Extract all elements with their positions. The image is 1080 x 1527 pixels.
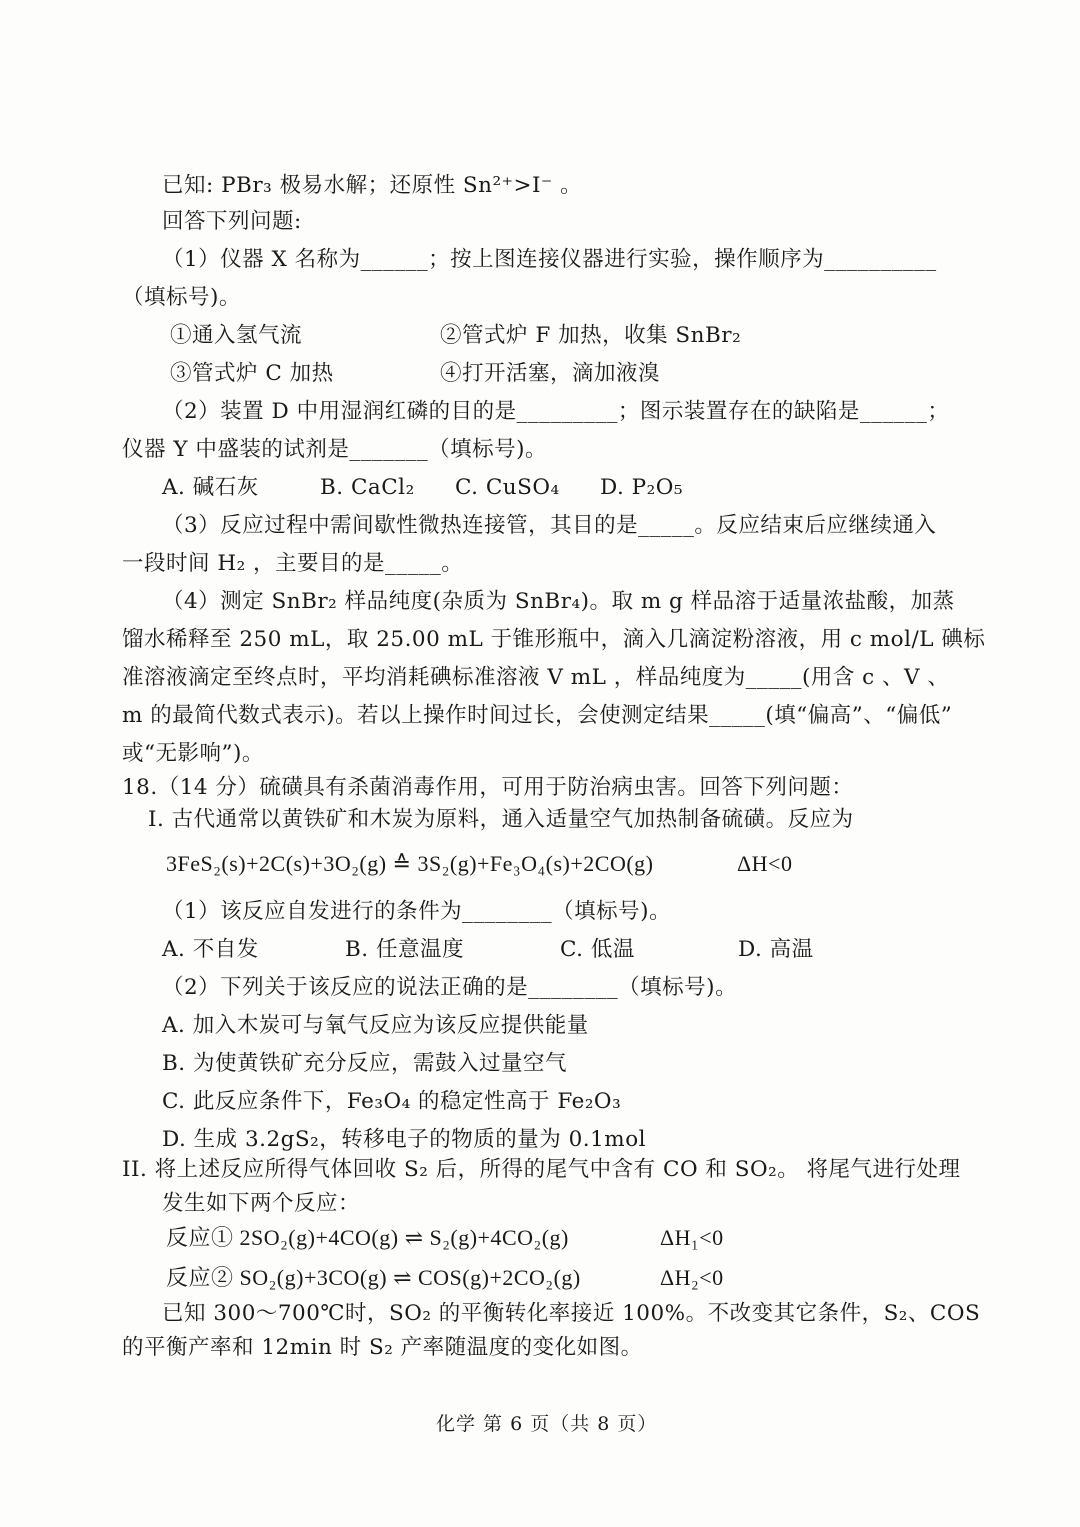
step-3: ③管式炉 C 加热 xyxy=(170,361,334,386)
q18-2-option-a: A. 加入木炭可与氧气反应为该反应提供能量 xyxy=(162,1013,589,1038)
step-2: ②管式炉 F 加热，收集 SnBr₂ xyxy=(440,323,742,348)
given-info: 已知: PBr₃ 极易水解；还原性 Sn²⁺>I⁻ 。 xyxy=(162,173,583,198)
option-c: C. CuSO₄ xyxy=(455,475,560,500)
option-a: A. 碱石灰 xyxy=(162,475,259,500)
q18-part2-known: 已知 300～700℃时，SO₂ 的平衡转化率接近 100%。不改变其它条件，S₂、COS xyxy=(162,1301,981,1326)
option-d: D. P₂O₅ xyxy=(600,475,683,500)
q18-part2-intro-cont: 发生如下两个反应： xyxy=(162,1191,361,1216)
q18-2-option-c: C. 此反应条件下，Fe₃O₄ 的稳定性高于 Fe₂O₃ xyxy=(162,1089,622,1114)
q17-3-text-cont: 一段时间 H₂ ，主要目的是_____。 xyxy=(122,551,464,576)
q17-4-text-cont3: m 的最简代数式表示)。若以上操作时间过长，会使测定结果_____(填“偏高”、“偏低” xyxy=(122,703,953,728)
q18-1-option-b: B. 任意温度 xyxy=(345,937,464,962)
reaction-2-enthalpy: ΔH₁<0 xyxy=(660,1225,724,1250)
q17-4-text-cont1: 馏水稀释至 250 mL，取 25.00 mL 于锥形瓶中，滴入几滴淀粉溶液，用 c mol/L 碘标 xyxy=(122,627,986,652)
q17-1-text-cont: （填标号)。 xyxy=(122,285,241,310)
q17-1-text: （1）仪器 X 名称为______；按上图连接仪器进行实验，操作顺序为__________ xyxy=(162,247,937,272)
reaction-1-enthalpy: ΔH<0 xyxy=(737,851,793,876)
q18-part1-intro: I. 古代通常以黄铁矿和木炭为原料，通入适量空气加热制备硫磺。反应为 xyxy=(148,807,854,832)
q18-part2-intro: II. 将上述反应所得气体回收 S₂ 后，所得的尾气中含有 CO 和 SO₂。 将尾气进行处理 xyxy=(122,1157,961,1182)
q18-1-option-a: A. 不自发 xyxy=(162,937,259,962)
answer-prompt: 回答下列问题: xyxy=(162,209,302,234)
q18-1-option-c: C. 低温 xyxy=(560,937,635,962)
q17-2-text: （2）装置 D 中用湿润红磷的目的是_________；图示装置存在的缺陷是______； xyxy=(162,399,950,424)
q17-3-text: （3）反应过程中需间歇性微热连接管，其目的是_____。反应结束后应继续通入 xyxy=(162,513,937,538)
q17-4-text-cont4: 或“无影响”)。 xyxy=(122,741,264,766)
step-4: ④打开活塞，滴加液溴 xyxy=(440,361,661,386)
reaction-equation-1: 3FeS₂(s)+2C(s)+3O₂(g) ≙ 3S₂(g)+Fe₃O₄(s)+2CO(g) xyxy=(166,851,654,876)
q17-2-text-cont: 仪器 Y 中盛装的试剂是_______（填标号)。 xyxy=(122,437,548,462)
q17-4-text: （4）测定 SnBr₂ 样品纯度(杂质为 SnBr₄)。取 m g 样品溶于适量浓盐酸，加蒸 xyxy=(162,589,955,614)
q18-1-option-d: D. 高温 xyxy=(738,937,814,962)
reaction-3-enthalpy: ΔH₂<0 xyxy=(660,1265,724,1290)
step-1: ①通入氢气流 xyxy=(170,323,303,348)
q18-1-text: （1）该反应自发进行的条件为________（填标号)。 xyxy=(162,899,672,924)
reaction-equation-3: 反应② SO₂(g)+3CO(g) ⇌ COS(g)+2CO₂(g) xyxy=(166,1265,581,1290)
q17-4-text-cont2: 准溶液滴定至终点时，平均消耗碘标准溶液 V mL ，样品纯度为_____(用含 c 、V 、 xyxy=(122,665,950,690)
q18-2-option-d: D. 生成 3.2gS₂，转移电子的物质的量为 0.1mol xyxy=(162,1127,647,1152)
q18-part2-known-cont: 的平衡产率和 12min 时 S₂ 产率随温度的变化如图。 xyxy=(122,1335,643,1360)
page-footer: 化学 第 6 页（共 8 页） xyxy=(436,1413,658,1435)
option-b: B. CaCl₂ xyxy=(320,475,415,500)
q18-2-option-b: B. 为使黄铁矿充分反应，需鼓入过量空气 xyxy=(162,1051,567,1076)
reaction-equation-2: 反应① 2SO₂(g)+4CO(g) ⇌ S₂(g)+4CO₂(g) xyxy=(166,1225,569,1250)
q18-heading: 18.（14 分）硫磺具有杀菌消毒作用，可用于防治病虫害。回答下列问题： xyxy=(122,775,854,800)
q18-2-text: （2）下列关于该反应的说法正确的是________（填标号)。 xyxy=(162,975,738,1000)
